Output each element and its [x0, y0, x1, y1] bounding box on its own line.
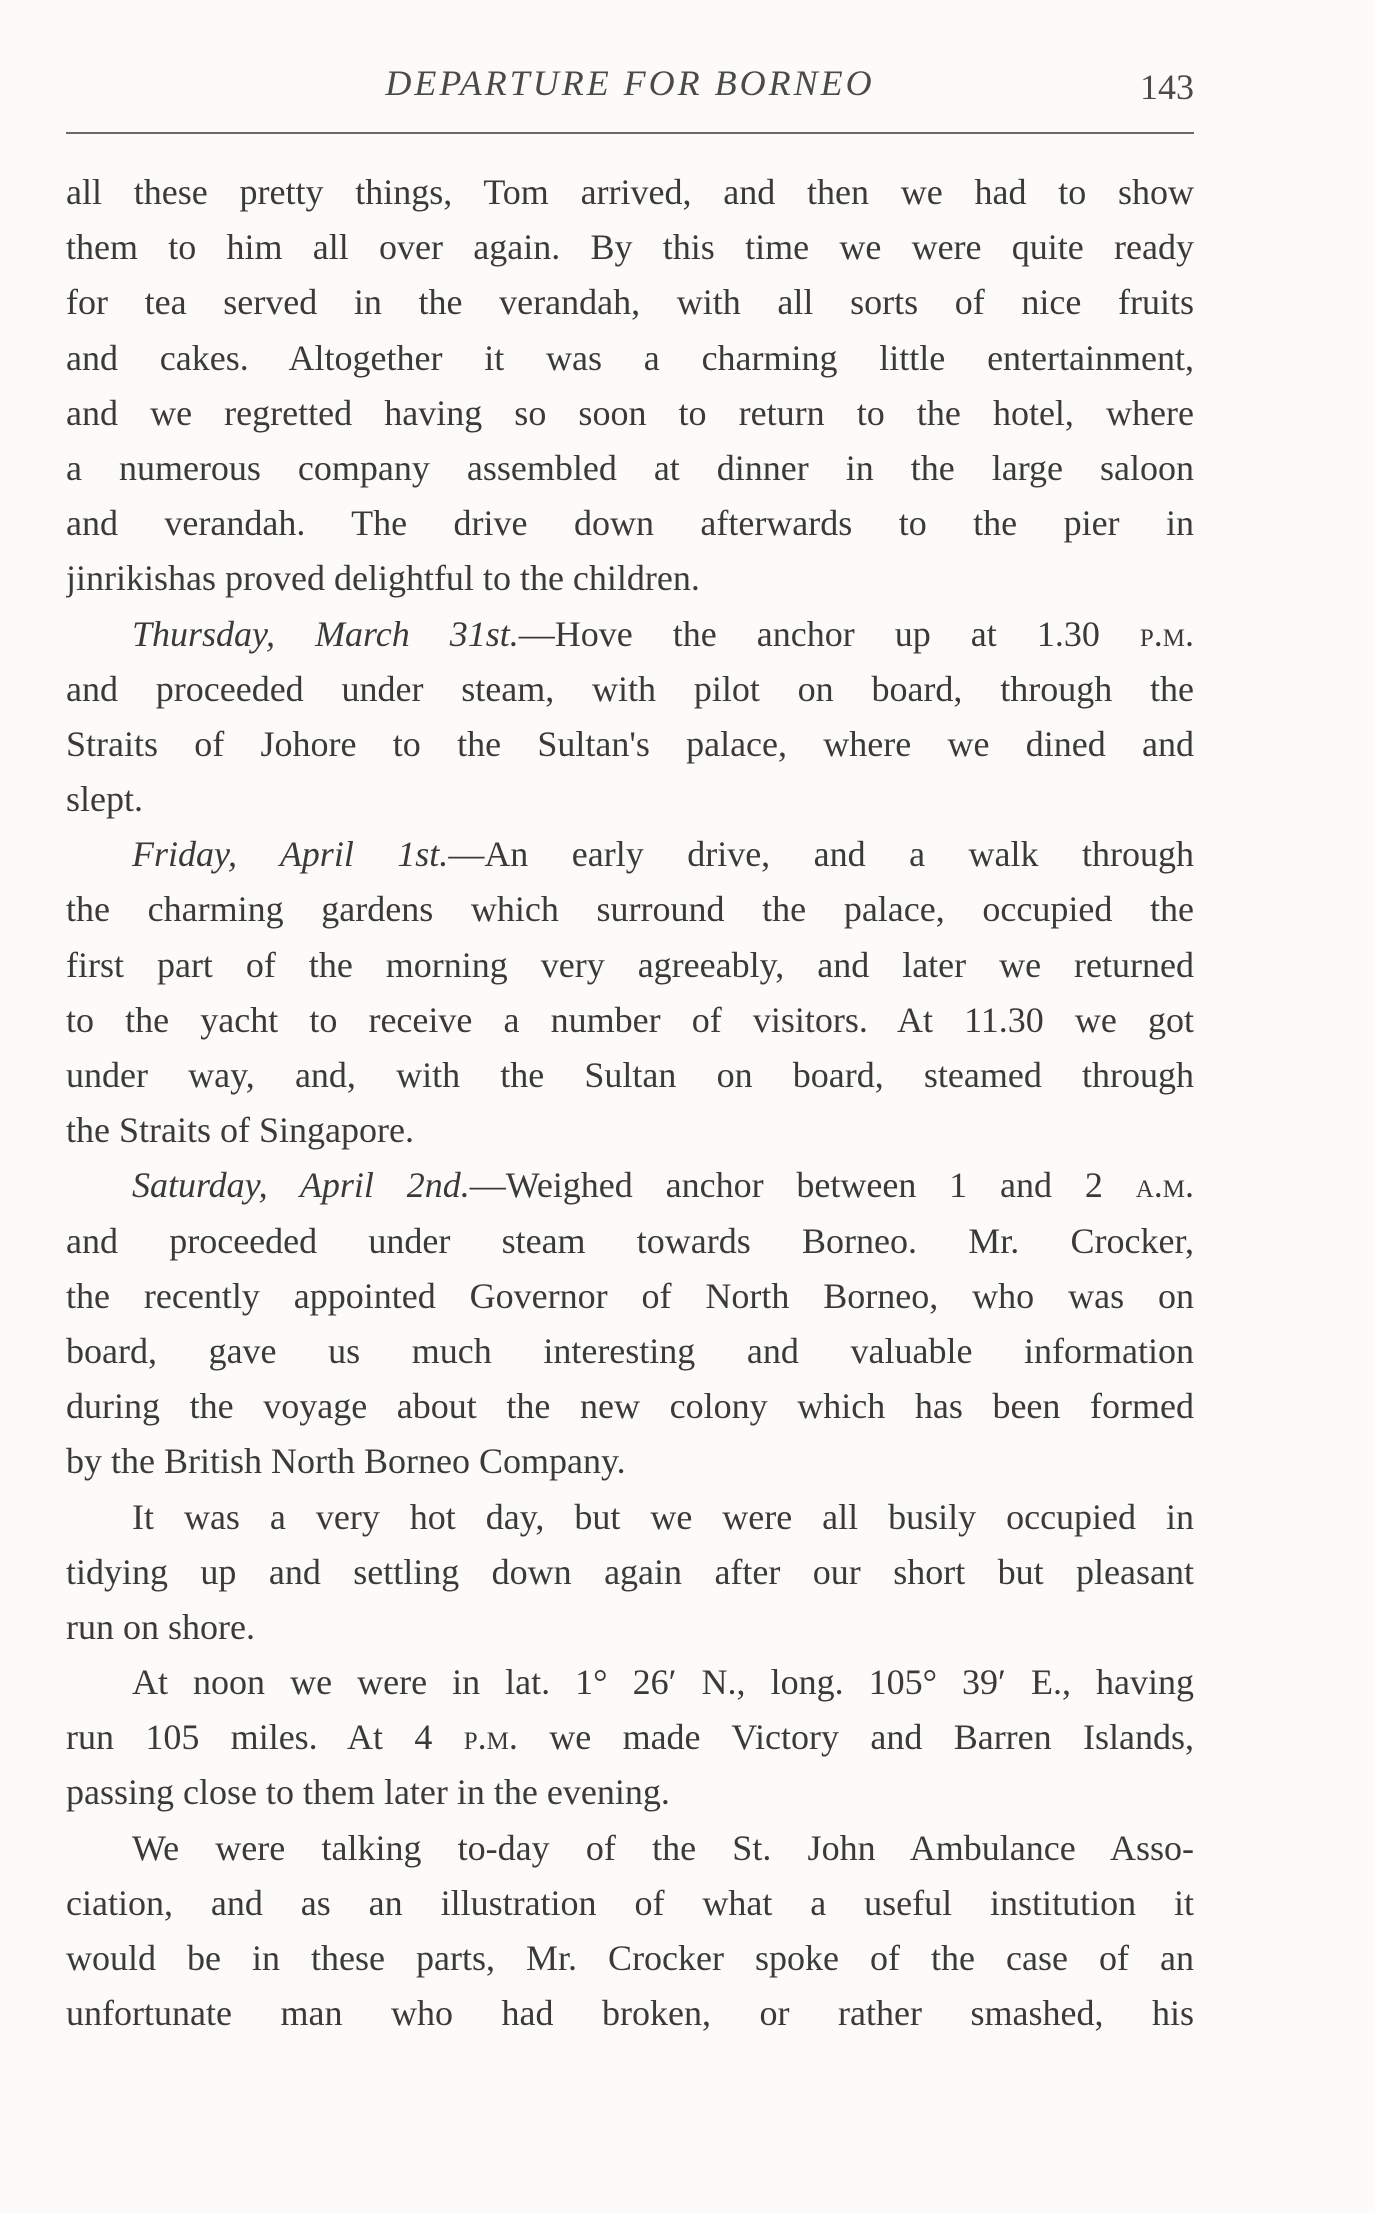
line-text: —Hove the anchor up at 1.30 — [518, 613, 1140, 654]
line-text: run 105 miles. At 4 — [66, 1717, 464, 1758]
time-abbrev: p.m. — [1139, 613, 1194, 654]
diary-date: Saturday, April 2nd. — [132, 1165, 470, 1206]
page-number: 143 — [1140, 67, 1194, 107]
text-line: and cakes. Altogether it was a charming little entertainment, — [66, 337, 1194, 378]
text-line: It was a very hot day, but we were all busily occupied in — [132, 1496, 1194, 1537]
text-line: the charming gardens which surround the palace, occupied the — [66, 889, 1194, 930]
text-line: unfortunate man who had broken, or rather smashed, his — [66, 1993, 1194, 2034]
time-abbrev: a.m. — [1135, 1165, 1194, 1206]
text-line: We were talking to-day of the St. John Ambulance Asso- — [132, 1827, 1194, 1868]
text-line: tidying up and settling down again after our short but pleasant — [66, 1551, 1194, 1592]
text-line: during the voyage about the new colony which has been formed — [66, 1386, 1194, 1427]
text-line: jinrikishas proved delightful to the children. — [66, 558, 700, 599]
text-line: passing close to them later in the evening. — [66, 1772, 670, 1813]
text-line: and verandah. The drive down afterwards to the pier in — [66, 503, 1194, 544]
line-text: —An early drive, and a walk through — [448, 834, 1194, 875]
text-line: to the yacht to receive a number of visitors. At 11.30 we got — [66, 999, 1194, 1040]
time-abbrev: p.m. — [463, 1717, 518, 1758]
text-line: Straits of Johore to the Sultan's palace, where we dined and — [66, 723, 1194, 764]
text-line: them to him all over again. By this time we were quite ready — [66, 227, 1194, 268]
header-rule — [66, 132, 1194, 134]
text-line: slept. — [66, 779, 143, 820]
text-line: board, gave us much interesting and valuable information — [66, 1330, 1194, 1371]
text-line: and proceeded under steam, with pilot on board, through the — [66, 668, 1194, 709]
diary-date: Thursday, March 31st. — [132, 613, 519, 654]
text-line: and we regretted having so soon to return to the hotel, where — [66, 392, 1194, 433]
line-text: we made Victory and Barren Islands, — [517, 1717, 1194, 1758]
text-line: for tea served in the verandah, with all sorts of nice fruits — [66, 282, 1194, 323]
text-line: first part of the morning very agreeably, and later we returned — [66, 944, 1194, 985]
text-line: At noon we were in lat. 1° 26′ N., long. 105° 39′ E., having — [132, 1662, 1194, 1703]
text-line — [66, 1710, 1194, 1765]
text-line — [66, 607, 1194, 662]
text-line — [66, 1158, 1194, 1213]
text-line: run on shore. — [66, 1606, 255, 1647]
diary-date: Friday, April 1st. — [132, 834, 449, 875]
text-line: all these pretty things, Tom arrived, and then we had to show — [66, 172, 1194, 212]
text-line: and proceeded under steam towards Borneo. Mr. Crocker, — [66, 1220, 1194, 1261]
text-line: by the British North Borneo Company. — [66, 1441, 626, 1482]
text-line: a numerous company assembled at dinner in the large saloon — [66, 447, 1194, 488]
text-line: the recently appointed Governor of North Borneo, who was on — [66, 1275, 1194, 1316]
text-line: would be in these parts, Mr. Crocker spoke of the case of an — [66, 1938, 1194, 1978]
text-line: under way, and, with the Sultan on board, steamed through — [66, 1055, 1194, 1095]
text-line — [66, 827, 1194, 882]
text-line: ciation, and as an illustration of what a useful institution it — [66, 1882, 1194, 1923]
text-line: the Straits of Singapore. — [66, 1110, 414, 1151]
body-text — [66, 165, 1194, 2041]
running-head — [66, 58, 1194, 118]
line-text: —Weighed anchor between 1 and 2 — [469, 1165, 1136, 1206]
running-title: DEPARTURE FOR BORNEO — [385, 63, 875, 103]
